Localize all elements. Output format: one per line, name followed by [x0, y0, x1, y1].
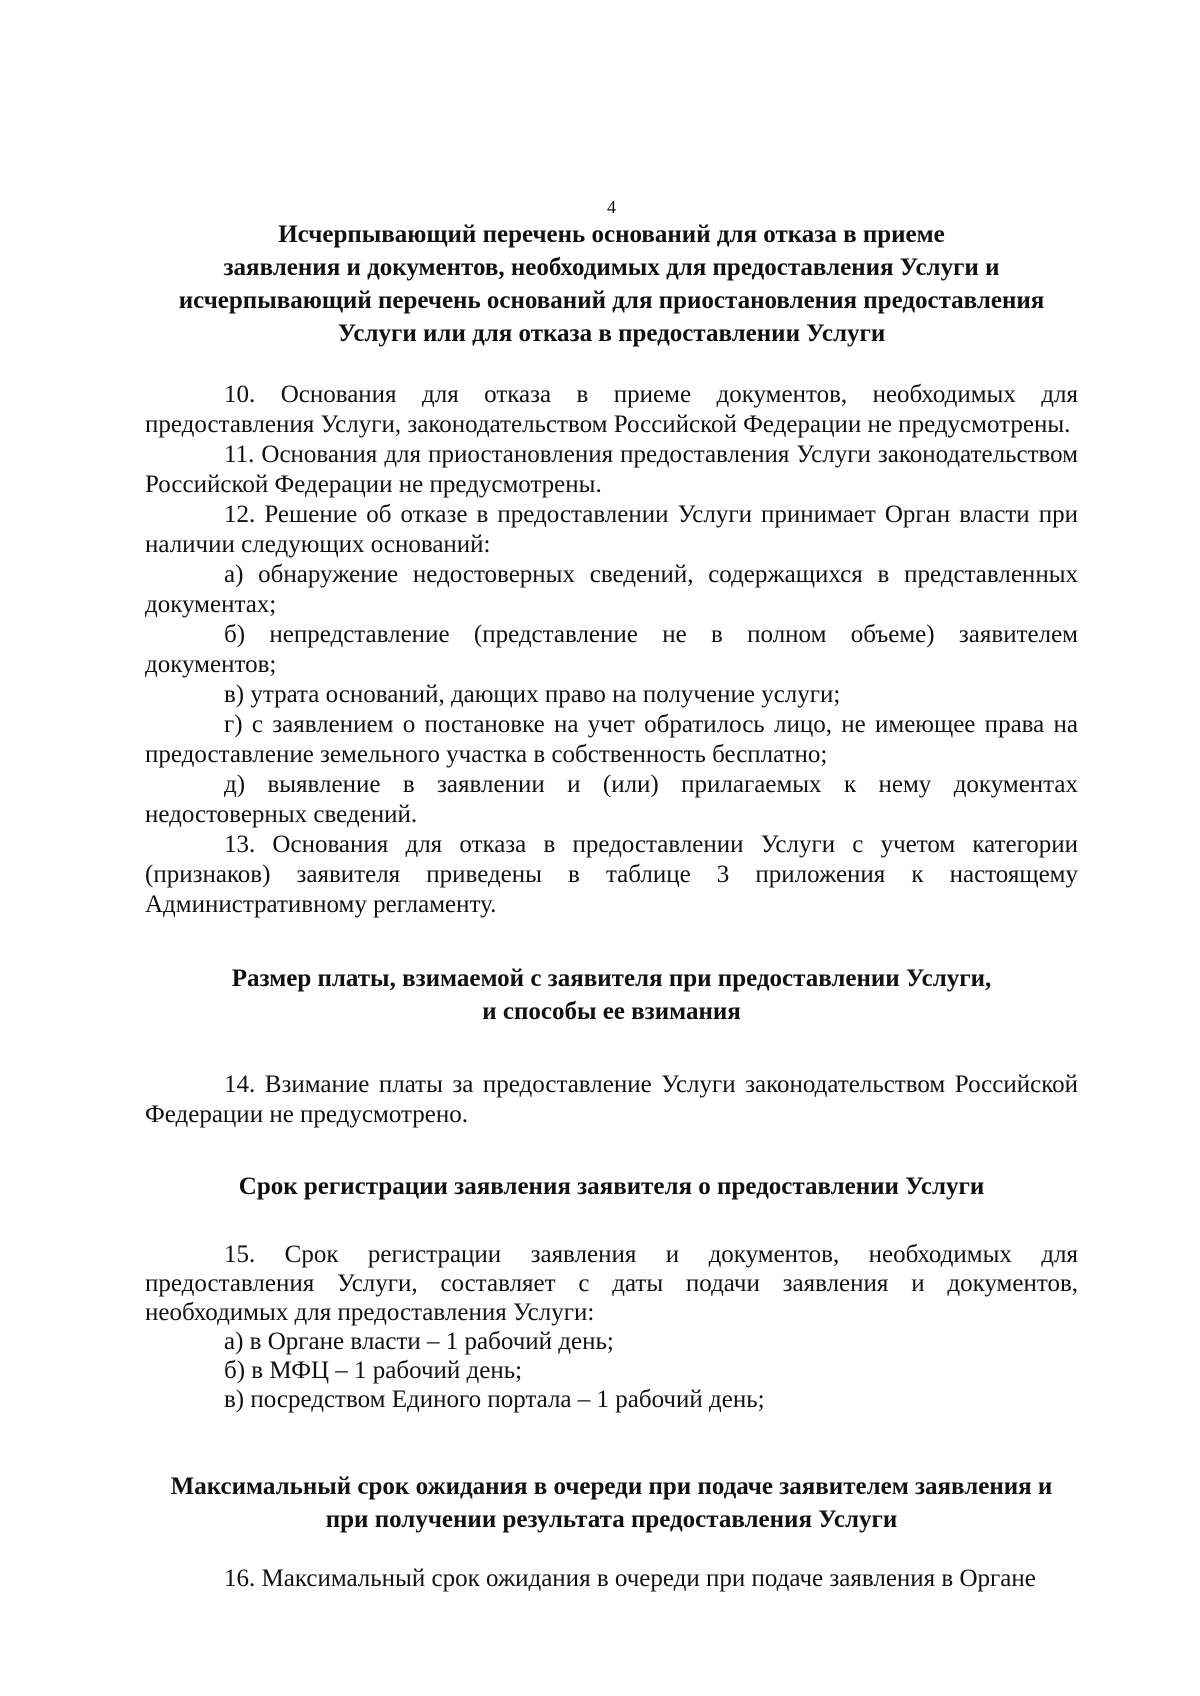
list-item-a: а) в Органе власти – 1 рабочий день;	[224, 1328, 614, 1355]
list-item-v: в) утрата оснований, дающих право на получение услуги;	[224, 681, 841, 708]
heading-line: исчерпывающий перечень оснований для приостановления предоставления	[178, 287, 1045, 314]
paragraph-10: 10. Основания для отказа в приеме документов, необходимых для предоставления Услуги, законодательством Российской Федерации не предусмотрены.	[145, 381, 1078, 438]
heading-line: Срок регистрации заявления заявителя о предоставлении Услуги	[238, 1173, 985, 1200]
heading-line: Исчерпывающий перечень оснований для отказа в приеме	[278, 221, 945, 248]
heading-line: Услуги или для отказа в предоставлении Услуги	[337, 320, 886, 347]
list-item-b: б) в МФЦ – 1 рабочий день;	[224, 1357, 523, 1384]
paragraph-14: 14. Взимание платы за предоставление Услуги законодательством Российской Федерации не предусмотрено.	[145, 1071, 1078, 1128]
heading-line: заявления и документов, необходимых для предоставления Услуги и	[223, 254, 1000, 281]
section-heading-queue-wait	[145, 1470, 1078, 1536]
list-item-g: г) с заявлением о постановке на учет обратилось лицо, не имеющее права на предоставление земельного участка в собственность бесплатно;	[145, 711, 1078, 768]
list-item-v: в) посредством Единого портала – 1 рабочий день;	[224, 1386, 765, 1413]
heading-line: при получении результата предоставления Услуги	[325, 1506, 898, 1533]
paragraph-15: 15. Срок регистрации заявления и документов, необходимых для предоставления Услуги, составляет с даты подачи заявления и документов, необходимых для предоставления Услуги:	[145, 1241, 1078, 1326]
list-item-b: б) непредставление (представление не в полном объеме) заявителем документов;	[145, 621, 1078, 678]
heading-line: и способы ее взимания	[482, 998, 741, 1025]
section-heading-fee	[145, 962, 1078, 1028]
page-number: 4	[607, 197, 616, 217]
paragraph-16: 16. Максимальный срок ожидания в очереди при подаче заявления в Органе	[224, 1565, 1036, 1592]
paragraph-12: 12. Решение об отказе в предоставлении Услуги принимает Орган власти при наличии следующих оснований:	[145, 501, 1078, 558]
document-body	[145, 198, 1078, 1594]
list-item-a: а) обнаружение недостоверных сведений, содержащихся в представленных документах;	[145, 561, 1078, 618]
heading-line: Размер платы, взимаемой с заявителя при предоставлении Услуги,	[231, 965, 992, 992]
section-heading-refusal-grounds	[145, 218, 1078, 350]
section-heading-registration-term	[145, 1170, 1078, 1203]
heading-line: Максимальный срок ожидания в очереди при подаче заявителем заявления и	[170, 1473, 1053, 1500]
list-item-d: д) выявление в заявлении и (или) прилагаемых к нему документах недостоверных сведений.	[145, 771, 1078, 828]
paragraph-13: 13. Основания для отказа в предоставлении Услуги с учетом категории (признаков) заявителя приведены в таблице 3 приложения к настоящему Административному регламенту.	[145, 831, 1078, 918]
paragraph-11: 11. Основания для приостановления предоставления Услуги законодательством Российской Федерации не предусмотрены.	[145, 441, 1078, 498]
